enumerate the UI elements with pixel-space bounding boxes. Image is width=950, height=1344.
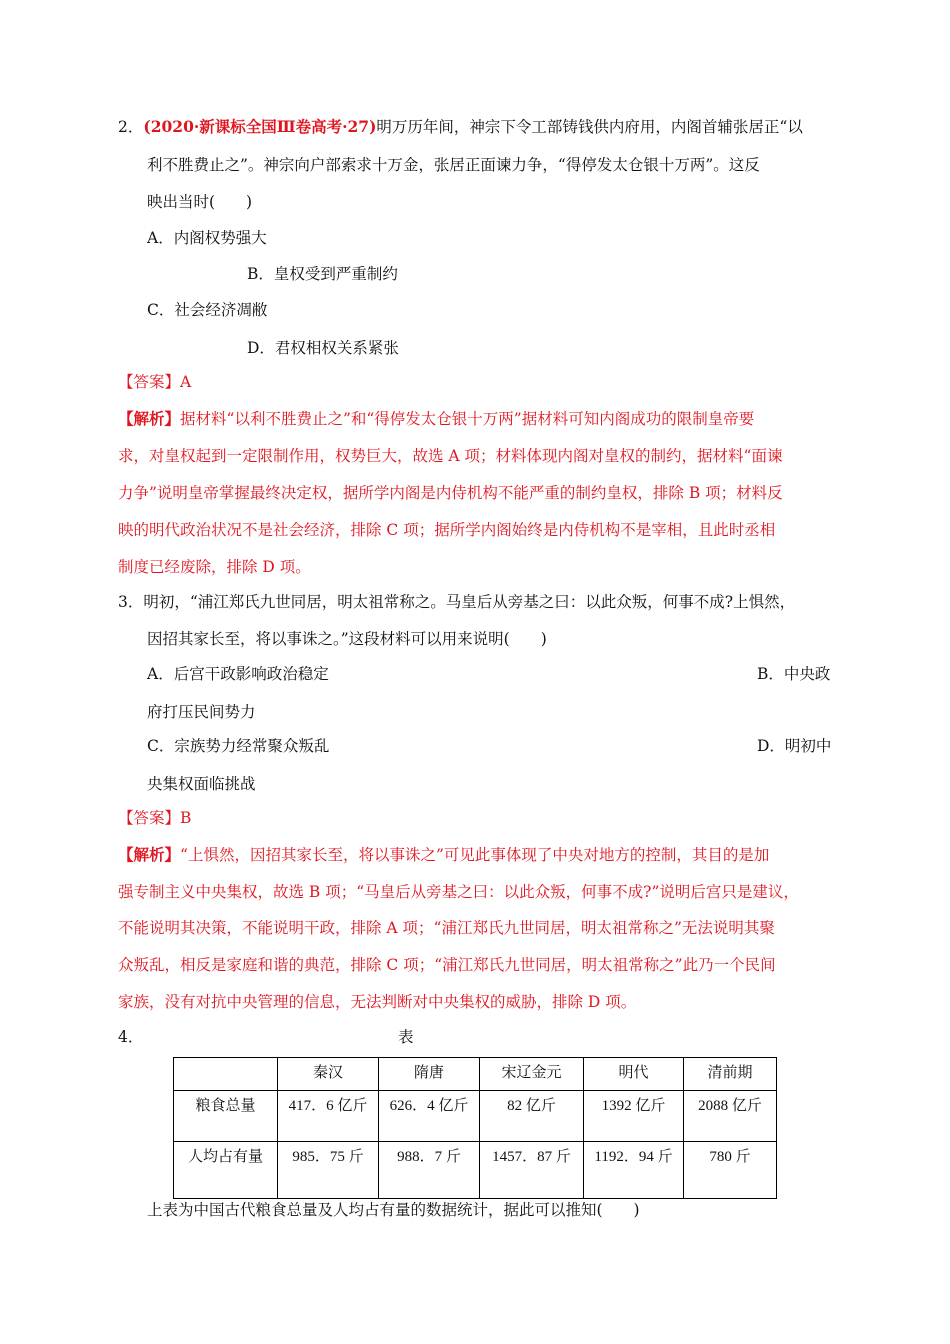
question-3-answer: 【答案】B [118, 809, 192, 827]
grain-statistics-table [173, 1057, 777, 1199]
question-2-explanation-2: 求，对皇权起到一定限制作用，权势巨大，故选 A 项；材料体现内阁对皇权的制约，据材料“面谏 [118, 447, 783, 465]
table-header-cell: 隋唐 [379, 1058, 480, 1091]
question-4-number: 4． [118, 1028, 144, 1046]
question-2-explanation-tag: 【解析】 [118, 409, 181, 428]
table-row [174, 1091, 777, 1142]
question-3-line-2: 因招其家长至，将以事诛之。”这段材料可以用来说明( ) [147, 630, 547, 648]
table-header-cell [174, 1058, 278, 1091]
question-2-explanation-5: 制度已经废除，排除 D 项。 [118, 558, 311, 576]
question-3-option-b-continued: 府打压民间势力 [147, 703, 256, 721]
question-2-explanation-3: 力争”说明皇帝掌握最终决定权，据所学内阁是内侍机构不能严重的制约皇权，排除 B 项；材料反 [118, 484, 783, 502]
table-cell: 1457．87 斤 [480, 1142, 584, 1199]
question-2-option-c: C．社会经济凋敝 [147, 301, 268, 319]
question-3-option-c: C．宗族势力经常聚众叛乱 [147, 737, 330, 755]
question-3-explanation-text-1: “上惧然，因招其家长至，将以事诛之”可见此事体现了中央对地方的控制，其目的是加 [180, 846, 770, 864]
question-2-explanation-4: 映的明代政治状况不是社会经济，排除 C 项；据所学内阁始终是内侍机构不是宰相，且此时丞相 [118, 521, 776, 539]
table-cell: 626．4 亿斤 [379, 1091, 480, 1142]
table-row-label: 人均占有量 [174, 1142, 278, 1199]
question-3-explanation-2: 强专制主义中央集权，故选 B 项；“马皇后从旁基之曰：以此众叛，何事不成?”说明后宫只是建议， [118, 883, 799, 901]
question-3-explanation-3: 不能说明其决策，不能说明干政，排除 A 项；“浦江郑氏九世同居，明太祖常称之”无法说明其聚 [118, 919, 775, 937]
question-2-explanation-1 [118, 409, 754, 429]
question-3-option-b: B．中央政 [757, 665, 831, 683]
table-header-cell: 明代 [584, 1058, 684, 1091]
question-3-explanation-tag: 【解析】 [118, 845, 181, 864]
table-cell: 988．7 斤 [379, 1142, 480, 1199]
question-3-option-d-continued: 央集权面临挑战 [147, 775, 256, 793]
question-3-line-1 [118, 592, 795, 612]
table-title: 表 [398, 1028, 414, 1046]
question-2-option-d: D．君权相权关系紧张 [247, 339, 399, 357]
question-3-number: 3． [118, 593, 144, 611]
table-cell: 985．75 斤 [278, 1142, 379, 1199]
question-3-explanation-5: 家族，没有对抗中央管理的信息，无法判断对中央集权的威胁，排除 D 项。 [118, 993, 637, 1011]
table-cell: 1192．94 斤 [584, 1142, 684, 1199]
table-header-cell: 清前期 [684, 1058, 777, 1091]
table-cell: 1392 亿斤 [584, 1091, 684, 1142]
question-3-option-a: A．后宫干政影响政治稳定 [147, 665, 329, 683]
table-cell: 780 斤 [684, 1142, 777, 1199]
question-2-answer: 【答案】A [118, 373, 192, 391]
table-row [174, 1142, 777, 1199]
table-cell: 2088 亿斤 [684, 1091, 777, 1142]
question-2-source: (2020·新课标全国Ⅲ卷高考·27) [143, 117, 377, 136]
table-header-cell: 秦汉 [278, 1058, 379, 1091]
table-row-label: 粮食总量 [174, 1091, 278, 1142]
table-header-cell: 宋辽金元 [480, 1058, 584, 1091]
question-2-number: 2． [118, 118, 144, 136]
table-cell: 417．6 亿斤 [278, 1091, 379, 1142]
table-header-row [174, 1058, 777, 1091]
question-2-option-a: A．内阁权势强大 [147, 229, 267, 247]
question-2-line-1 [118, 117, 803, 137]
question-3-explanation-4: 众叛乱，相反是家庭和谐的典范，排除 C 项；“浦江郑氏九世同居，明太祖常称之”此乃一个民间 [118, 956, 776, 974]
question-4-text: 上表为中国古代粮食总量及人均占有量的数据统计，据此可以推知( ) [147, 1201, 640, 1219]
question-2-line-3: 映出当时( ) [147, 193, 253, 211]
question-2-option-b: B．皇权受到严重制约 [247, 265, 398, 283]
question-2-explanation-text-1: 据材料“以利不胜费止之”和“得停发太仓银十万两”据材料可知内阁成功的限制皇帝要 [180, 410, 755, 428]
question-2-line-2: 利不胜费止之”。神宗向户部索求十万金，张居正面谏力争，“得停发太仓银十万两”。这反 [147, 156, 760, 174]
question-3-explanation-1 [118, 845, 769, 865]
question-3-option-d: D．明初中 [757, 737, 832, 755]
question-3-text-1: 明初，“浦江郑氏九世同居，明太祖常称之。马皇后从旁基之曰：以此众叛，何事不成?上惧然， [143, 593, 796, 611]
table-cell: 82 亿斤 [480, 1091, 584, 1142]
question-2-text-1: 明万历年间，神宗下令工部铸钱供内府用，内阁首辅张居正“以 [376, 118, 803, 136]
